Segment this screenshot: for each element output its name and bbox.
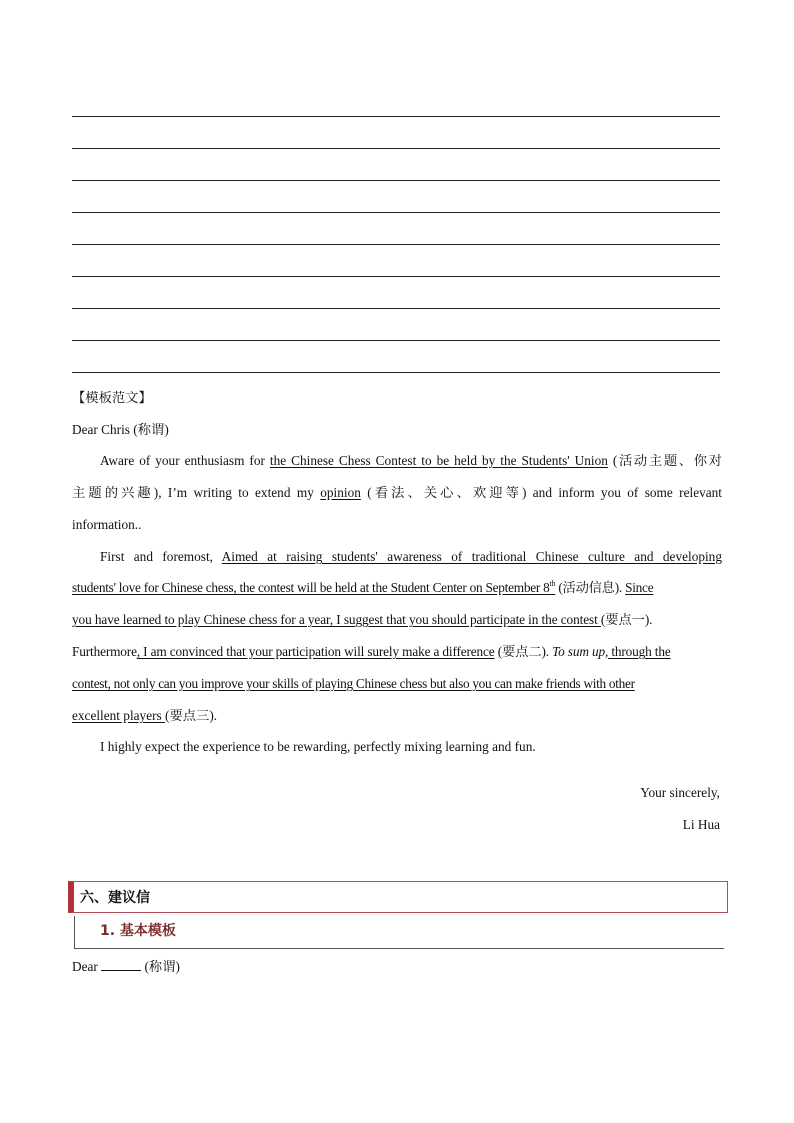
writing-line (72, 308, 720, 309)
section-header-box (68, 881, 728, 913)
paragraph-2-line-5: contest, not only can you improve your skills of playing Chinese chess but also you can make friends with other (72, 676, 635, 691)
writing-line (72, 244, 720, 245)
paragraph-2-line-6: excellent players (要点三). (72, 708, 218, 723)
writing-line (72, 372, 720, 373)
signature: Li Hua (682, 817, 720, 832)
paragraph-3: I highly expect the experience to be rewarding, perfectly mixing learning and fun. (100, 739, 536, 754)
paragraph-2-line-1: First and foremost, Aimed at raising students' awareness of traditional Chinese culture and developing (100, 549, 722, 564)
writing-line (72, 340, 720, 341)
writing-line (72, 276, 720, 277)
paragraph-1-line-3: information.. (72, 517, 142, 532)
subsection-divider (74, 948, 724, 949)
paragraph-1-line-1: Aware of your enthusiasm for the Chinese Chess Contest to be held by the Students' Union (活动主题、你对 (100, 453, 722, 468)
sample-heading: 【模板范文】 (72, 390, 152, 405)
writing-line (72, 212, 720, 213)
writing-line (72, 148, 720, 149)
paragraph-2-line-3: you have learned to play Chinese chess for a year, I suggest that you should participate in the contest (要点一). (72, 612, 653, 627)
template-salutation: Dear (称谓) (72, 959, 180, 974)
paragraph-2-line-4: Furthermore, I am convinced that your participation will surely make a difference (要点二). To sum up, through the (72, 644, 671, 659)
salutation: Dear Chris (称谓) (72, 422, 169, 437)
paragraph-2-line-2: students' love for Chinese chess, the contest will be held at the Student Center on September 8th (活动信息). Since (72, 579, 654, 595)
subsection-border (74, 916, 75, 948)
section-title: 六、建议信 (80, 890, 150, 906)
writing-line (72, 180, 720, 181)
paragraph-1-line-2: 主题的兴趣), I’m writing to extend my opinion (看法、关心、欢迎等) and inform you of some relevant (72, 485, 722, 500)
closing: Your sincerely, (640, 785, 720, 800)
writing-line (72, 116, 720, 117)
subsection-title: 1. 基本模板 (100, 923, 176, 939)
blank-field (101, 958, 141, 971)
